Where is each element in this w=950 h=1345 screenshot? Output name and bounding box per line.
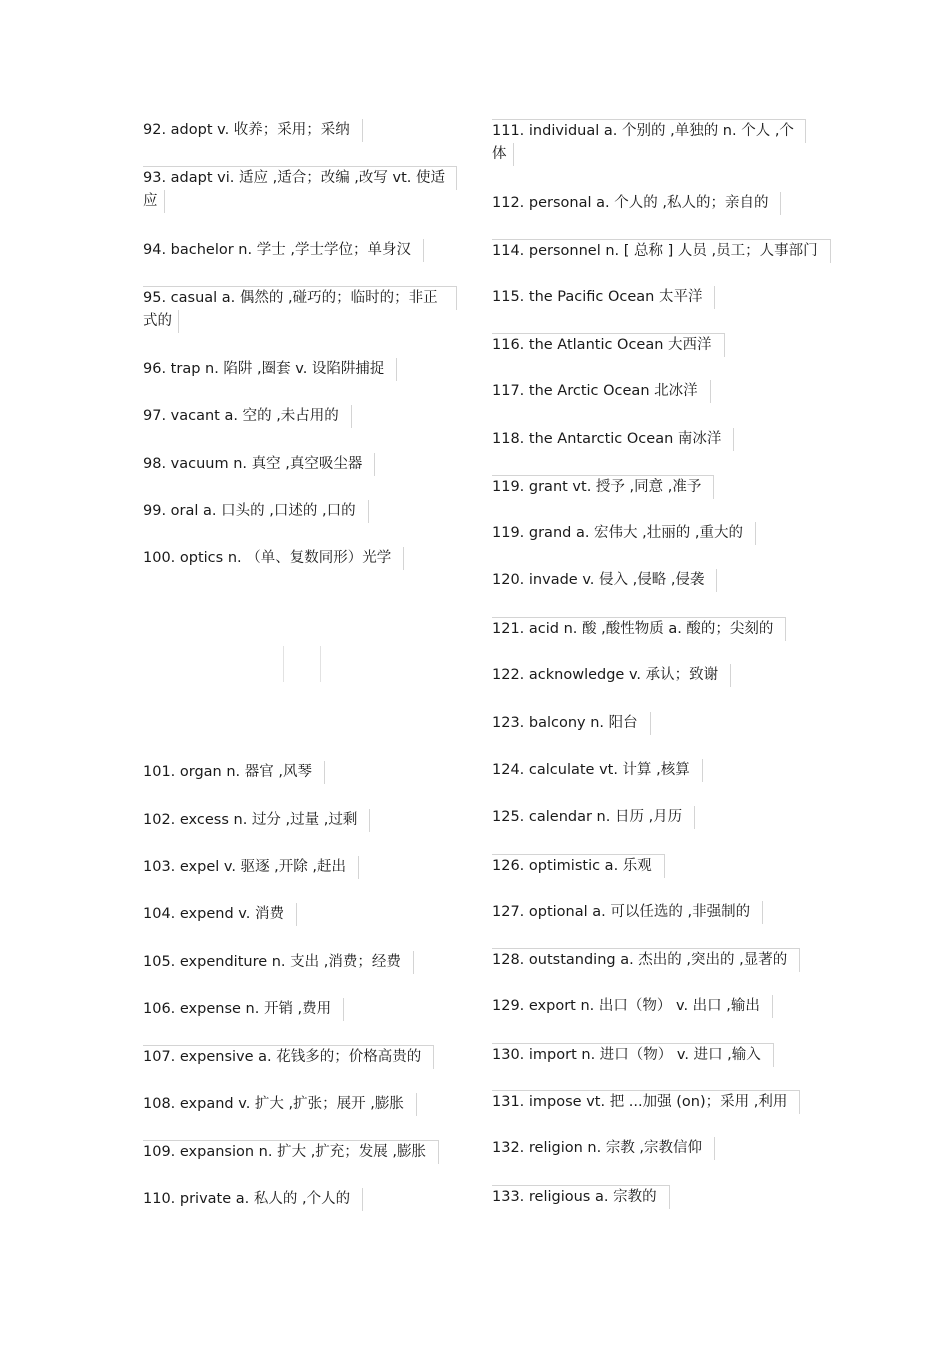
entry-text: 133. religious a. 宗教的	[492, 1185, 670, 1209]
vocab-entry-107	[143, 1045, 434, 1069]
entry-text: 126. optimistic a. 乐观	[492, 854, 665, 878]
vocab-entry-116	[492, 333, 725, 357]
entry-text-line-2: 式的	[143, 310, 179, 333]
vocab-entry-105	[143, 951, 414, 974]
entry-text: 92. adopt v. 收养；采用；采纳	[143, 119, 363, 142]
vocab-entry-110	[143, 1188, 363, 1211]
entry-text: 127. optional a. 可以任选的 ,非强制的	[492, 901, 763, 924]
entry-text: 112. personal a. 个人的 ,私人的；亲自的	[492, 192, 781, 215]
vocab-entry-101	[143, 761, 325, 784]
vocab-entry-96	[143, 358, 397, 381]
entry-text: 106. expense n. 开销 ,费用	[143, 998, 344, 1021]
vocab-entry-121	[492, 617, 786, 641]
vocab-entry-100	[143, 547, 404, 570]
entry-text: 132. religion n. 宗教 ,宗教信仰	[492, 1137, 715, 1160]
entry-text: 114. personnel n. [ 总称 ] 人员 ,员工；人事部门	[492, 239, 831, 263]
blank-cell-artifact	[283, 646, 321, 682]
vocab-entry-109	[143, 1140, 439, 1164]
vocab-entry-124	[492, 759, 703, 782]
entry-text: 131. impose vt. 把 ...加强 (on)；采用 ,利用	[492, 1090, 800, 1114]
vocab-entry-104	[143, 903, 297, 926]
vocab-entry-129	[492, 995, 773, 1018]
vocab-entry-127	[492, 901, 763, 924]
vocab-entry-120	[492, 569, 717, 592]
entry-text: 119. grand a. 宏伟大 ,壮丽的 ,重大的	[492, 522, 756, 545]
vocab-entry-95	[143, 286, 457, 333]
entry-text: 109. expansion n. 扩大 ,扩充；发展 ,膨胀	[143, 1140, 439, 1164]
entry-text: 94. bachelor n. 学士 ,学士学位；单身汉	[143, 239, 424, 262]
vocab-entry-118	[492, 428, 734, 451]
entry-text: 102. excess n. 过分 ,过量 ,过剩	[143, 809, 370, 832]
vocab-entry-103	[143, 856, 359, 879]
entry-text: 117. the Arctic Ocean 北冰洋	[492, 380, 711, 403]
entry-text: 103. expel v. 驱逐 ,开除 ,赶出	[143, 856, 359, 879]
entry-text: 101. organ n. 器官 ,风琴	[143, 761, 325, 784]
entry-text: 104. expend v. 消费	[143, 903, 297, 926]
vocab-entry-122	[492, 664, 731, 687]
vocab-entry-114	[492, 239, 831, 263]
entry-text: 125. calendar n. 日历 ,月历	[492, 806, 695, 829]
entry-text: 122. acknowledge v. 承认；致谢	[492, 664, 731, 687]
entry-text: 118. the Antarctic Ocean 南冰洋	[492, 428, 734, 451]
vocab-entry-126	[492, 854, 665, 878]
entry-text: 128. outstanding a. 杰出的 ,突出的 ,显著的	[492, 948, 800, 972]
vocab-entry-115	[492, 286, 715, 309]
entry-text-line-2: 体	[492, 143, 514, 166]
entry-text: 119. grant vt. 授予 ,同意 ,准予	[492, 475, 714, 499]
vocab-entry-130	[492, 1043, 774, 1067]
vocab-entry-112	[492, 192, 781, 215]
vocab-entry-94	[143, 239, 424, 262]
entry-text: 98. vacuum n. 真空 ,真空吸尘器	[143, 453, 375, 476]
entry-text: 105. expenditure n. 支出 ,消费；经费	[143, 951, 414, 974]
vocab-entry-125	[492, 806, 695, 829]
vocab-entry-111	[492, 119, 806, 166]
vocab-entry-117	[492, 380, 711, 403]
entry-text: 116. the Atlantic Ocean 大西洋	[492, 333, 725, 357]
vocab-entry-99	[143, 500, 369, 523]
entry-text: 124. calculate vt. 计算 ,核算	[492, 759, 703, 782]
entry-text: 129. export n. 出口（物） v. 出口 ,输出	[492, 995, 773, 1018]
vocab-entry-102	[143, 809, 370, 832]
entry-text: 108. expand v. 扩大 ,扩张；展开 ,膨胀	[143, 1093, 417, 1116]
entry-text: 123. balcony n. 阳台	[492, 712, 651, 735]
entry-text: 100. optics n. （单、复数同形）光学	[143, 547, 404, 570]
entry-text-line-1: 95. casual a. 偶然的 ,碰巧的；临时的；非正	[143, 286, 457, 310]
entry-text: 110. private a. 私人的 ,个人的	[143, 1188, 363, 1211]
vocab-entry-92	[143, 119, 363, 142]
entry-text-line-1: 93. adapt vi. 适应 ,适合；改编 ,改写 vt. 使适	[143, 166, 457, 190]
vocab-entry-131	[492, 1090, 800, 1114]
entry-text-line-2: 应	[143, 190, 165, 213]
entry-text: 97. vacant a. 空的 ,未占用的	[143, 405, 352, 428]
entry-text: 121. acid n. 酸 ,酸性物质 a. 酸的；尖刻的	[492, 617, 786, 641]
vocab-entry-133	[492, 1185, 670, 1209]
vocab-entry-123	[492, 712, 651, 735]
entry-text: 96. trap n. 陷阱 ,圈套 v. 设陷阱捕捉	[143, 358, 397, 381]
vocab-entry-98	[143, 453, 375, 476]
entry-text: 107. expensive a. 花钱多的；价格高贵的	[143, 1045, 434, 1069]
vocab-entry-106	[143, 998, 344, 1021]
entry-text: 115. the Pacific Ocean 太平洋	[492, 286, 715, 309]
entry-text: 120. invade v. 侵入 ,侵略 ,侵袭	[492, 569, 717, 592]
entry-text: 99. oral a. 口头的 ,口述的 ,口的	[143, 500, 369, 523]
vocab-entry-128	[492, 948, 800, 972]
vocab-entry-119-grant	[492, 475, 714, 499]
vocab-entry-119-grand	[492, 522, 756, 545]
entry-text-line-1: 111. individual a. 个别的 ,单独的 n. 个人 ,个	[492, 119, 806, 143]
vocab-entry-97	[143, 405, 352, 428]
vocab-entry-132	[492, 1137, 715, 1160]
entry-text: 130. import n. 进口（物） v. 进口 ,输入	[492, 1043, 774, 1067]
vocab-entry-93	[143, 166, 457, 213]
vocab-entry-108	[143, 1093, 417, 1116]
